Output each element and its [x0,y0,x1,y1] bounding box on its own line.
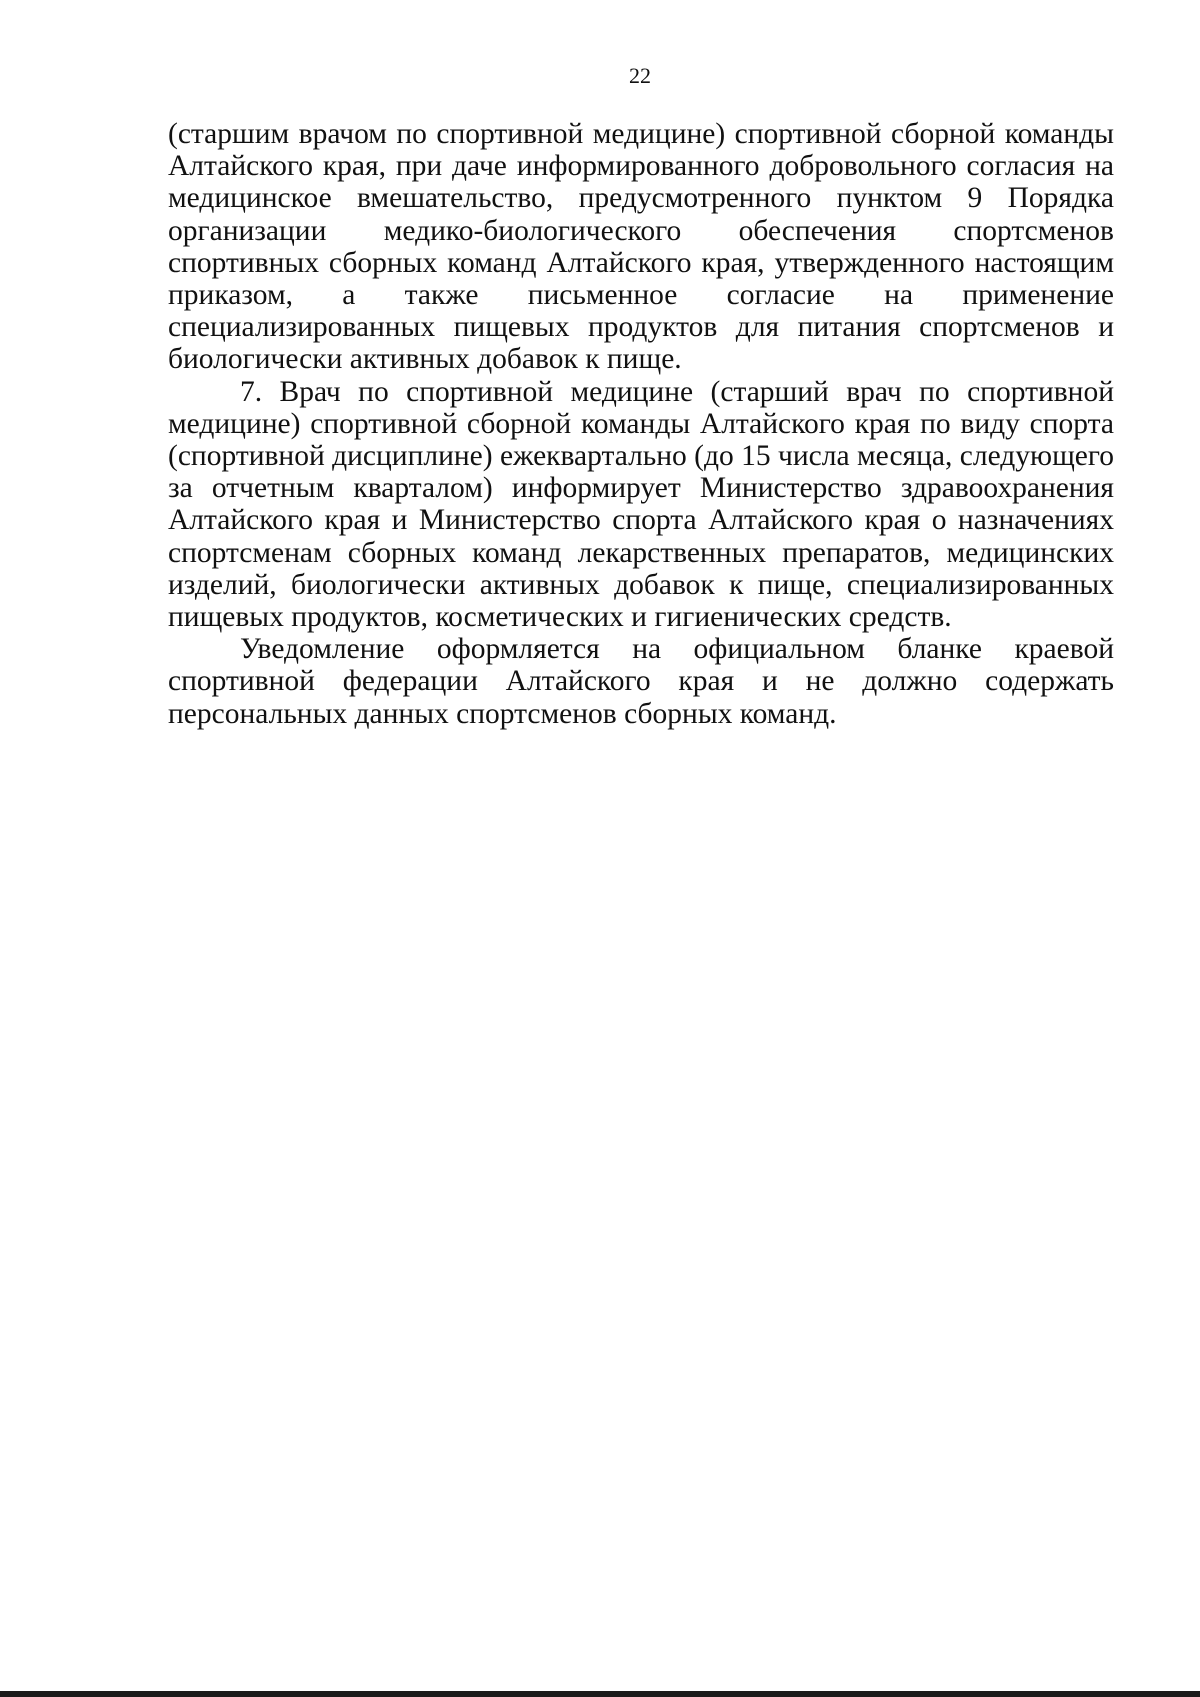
bottom-border-line [0,1691,1200,1697]
paragraph-item-7: 7. Врач по спортивной медицине (старший врач по спортивной медицине) спортивной сборной команды Алтайского края по виду спорта (спортивной дисциплине) ежеквартально (до 15 числа месяца, следующего за отчетным кварталом) информирует Министерство здравоохранения Алтайского края и Министерство спорта Алтайского края о назначениях спортсменам сборных команд лекарственных препаратов, медицинских изделий, биологически активных добавок к пище, специализированных пищевых продуктов, косметических и гигиенических средств. [168,375,1114,634]
document-body [168,118,1114,730]
page-number: 22 [629,63,651,88]
paragraph-continuation: (старшим врачом по спортивной медицине) спортивной сборной команды Алтайского края, при даче информированного добровольного согласия на медицинское вмешательство, предусмотренного пунктом 9 Порядка организации медико-биологического обеспечения спортсменов спортивных сборных команд Алтайского края, утвержденного настоящим приказом, а также письменное согласие на применение специализированных пищевых продуктов для питания спортсменов и биологически активных добавок к пище. [168,118,1114,376]
paragraph-notification: Уведомление оформляется на официальном бланке краевой спортивной федерации Алтайского края и не должно содержать персональных данных спортсменов сборных команд. [168,633,1114,730]
